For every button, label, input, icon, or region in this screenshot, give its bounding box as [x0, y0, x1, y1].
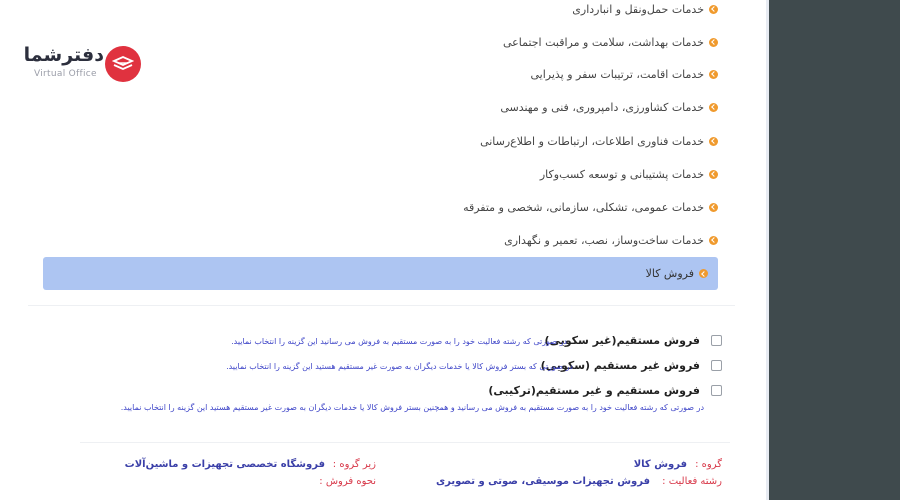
- option-label: فروش مستقیم و غیر مستقیم(ترکیبی): [488, 384, 700, 397]
- checkbox-indirect[interactable]: [711, 360, 722, 371]
- checkbox-direct[interactable]: [711, 335, 722, 346]
- category-item-construction[interactable]: [504, 230, 718, 250]
- category-item-business-support[interactable]: [540, 164, 718, 184]
- chevron-left-icon: [709, 203, 718, 212]
- chevron-left-icon: [709, 137, 718, 146]
- category-item-agriculture[interactable]: [500, 97, 718, 117]
- activity-label: رشته فعالیت :: [662, 476, 722, 487]
- option-label: فروش غیر مستقیم (سکویی): [540, 359, 700, 372]
- category-label: خدمات بهداشت، سلامت و مراقبت اجتماعی: [503, 35, 704, 49]
- category-item-general[interactable]: [463, 197, 718, 217]
- option-hint: در صورتی که بستر فروش کالا یا خدمات دیگران به صورت غیر مستقیم هستید این گزینه را انتخاب نمایید.: [226, 362, 573, 371]
- side-panel: [769, 0, 900, 500]
- category-label: خدمات فناوری اطلاعات، ارتباطات و اطلاع‌رسانی: [480, 134, 704, 148]
- category-item-transport[interactable]: [572, 0, 718, 19]
- subgroup-value: فروشگاه تخصصی تجهیزات و ماشین‌آلات: [124, 459, 325, 470]
- divider: [80, 442, 730, 443]
- category-item-it[interactable]: [480, 131, 718, 151]
- category-item-accommodation[interactable]: [530, 64, 718, 84]
- divider: [28, 305, 735, 306]
- chevron-left-icon: [709, 5, 718, 14]
- option-hint: در صورتی که رشته فعالیت خود را به صورت مستقیم به فروش می رسانید و همچنین بستر فروش کالا یا خدمات دیگران به صورت غیر مستقیم هستید این گزینه را انتخاب نمایید.: [120, 403, 704, 412]
- category-item-goods-sales-selected[interactable]: [43, 257, 718, 290]
- chevron-left-icon: [709, 103, 718, 112]
- logo-mark-icon: [105, 46, 141, 82]
- checkbox-combined[interactable]: [711, 385, 722, 396]
- chevron-left-icon: [709, 38, 718, 47]
- logo-title: دفترشما: [23, 44, 104, 66]
- category-label: خدمات پشتیبانی و توسعه کسب‌وکار: [539, 167, 704, 181]
- category-label: خدمات ساخت‌وساز، نصب، تعمیر و نگهداری: [504, 233, 704, 247]
- option-label: فروش مستقیم(غیر سکویی): [544, 334, 700, 347]
- category-label: خدمات عمومی، تشکلی، سازمانی، شخصی و متفرقه: [463, 200, 704, 214]
- chevron-left-icon: [709, 70, 718, 79]
- category-item-health[interactable]: [503, 32, 718, 52]
- sale-method-label: نحوه فروش :: [319, 476, 376, 487]
- logo-subtitle: Virtual Office: [34, 69, 97, 79]
- category-label: خدمات اقامت، ترتیبات سفر و پذیرایی: [530, 67, 704, 81]
- activity-value: فروش تجهیزات موسیقی، صوتی و تصویری: [435, 476, 650, 487]
- category-label: خدمات حمل‌ونقل و انبارداری: [572, 2, 704, 16]
- option-hint: در صورتی که رشته فعالیت خود را به صورت مستقیم به فروش می رسانید این گزینه را انتخاب نمایید.: [231, 337, 567, 346]
- group-value: فروش کالا: [633, 459, 687, 470]
- group-label: گروه :: [695, 459, 722, 470]
- chevron-left-icon: [709, 236, 718, 245]
- category-label: خدمات کشاورزی، دامپروری، فنی و مهندسی: [500, 100, 704, 114]
- subgroup-label: زیر گروه :: [332, 459, 376, 470]
- chevron-left-icon: [709, 170, 718, 179]
- category-label: فروش کالا: [645, 267, 694, 280]
- brand-logo[interactable]: [20, 42, 145, 87]
- chevron-left-icon: [699, 269, 708, 278]
